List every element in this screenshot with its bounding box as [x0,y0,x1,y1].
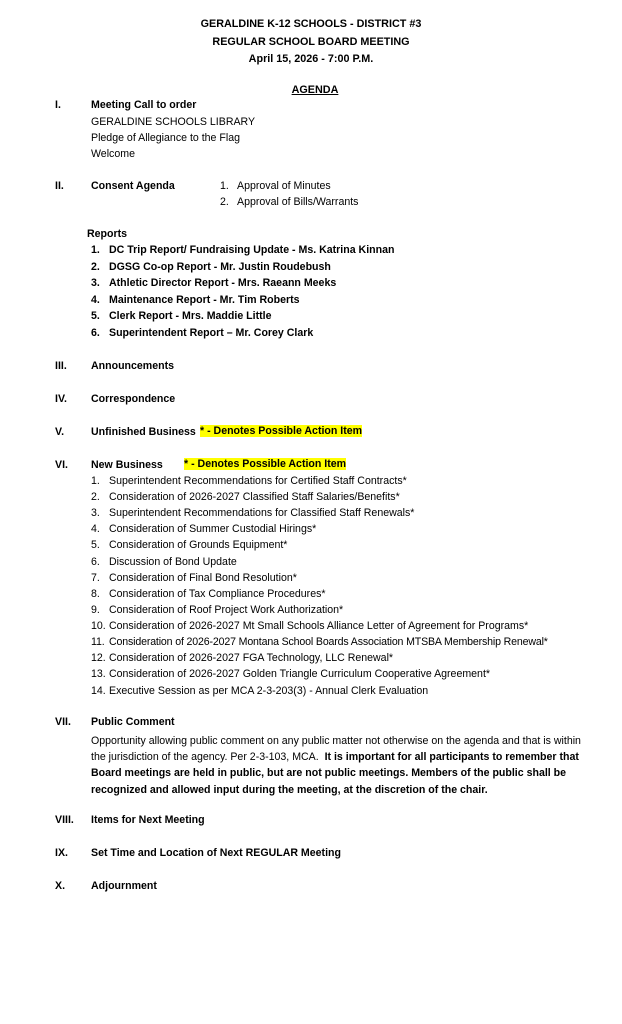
section-title-unfinished-business: Unfinished Business [91,426,196,438]
section-title-items-next-meeting: Items for Next Meeting [91,814,205,826]
list-item: 2. Approval of Bills/Warrants [220,196,359,208]
section-number: III. [55,360,67,372]
district-title: GERALDINE K-12 SCHOOLS - DISTRICT #3 [200,18,422,30]
list-item: 9. Consideration of Roof Project Work Authorization* [91,604,344,616]
report-item: 3. Athletic Director Report - Mrs. Raeann Meeks [91,277,337,289]
section-number: X. [55,880,66,892]
section-title-next-meeting: Set Time and Location of Next REGULAR Meeting [91,847,341,859]
section-number: VII. [55,716,71,728]
section-title-adjournment: Adjournment [91,880,157,892]
pledge-line: Pledge of Allegiance to the Flag [91,132,241,144]
section-title-consent-agenda: Consent Agenda [91,180,175,192]
section-number: II. [55,180,64,192]
report-item: 5. Clerk Report - Mrs. Maddie Little [91,310,272,322]
list-item: 11. Consideration of 2026-2027 Montana School Boards Association MTSBA Membership Renewal* [91,636,548,648]
list-item: 2. Consideration of 2026-2027 Classified Staff Salaries/Benefits* [91,491,400,503]
section-title-public-comment: Public Comment [91,716,175,728]
meeting-title: REGULAR SCHOOL BOARD MEETING [212,36,410,48]
section-number: IV. [55,393,67,405]
list-item: 12. Consideration of 2026-2027 FGA Technology, LLC Renewal* [91,652,394,664]
action-item-note: * - Denotes Possible Action Item [184,458,347,470]
report-item: 2. DGSG Co-op Report - Mr. Justin Roudebush [91,261,331,273]
meeting-location: GERALDINE SCHOOLS LIBRARY [91,116,256,128]
meeting-date: April 15, 2026 - 7:00 P.M. [248,53,374,65]
list-item: 10. Consideration of 2026-2027 Mt Small Schools Alliance Letter of Agreement for Programs* [91,620,529,632]
section-title-correspondence: Correspondence [91,393,176,405]
section-title-call-to-order: Meeting Call to order [91,99,197,111]
list-item: 5. Consideration of Grounds Equipment* [91,539,288,551]
public-comment-text: Opportunity allowing public comment on any public matter not otherwise on the agenda and that is within the jurisdiction of the agency. Per 2-3-103, MCA. It is important for all participants to remember that Board meetings are held in public, but are not public meetings. Members of the public shall be recognized and allowed input during the meeting, at the discretion of the chair. [91,735,581,796]
section-number: VIII. [55,814,74,826]
report-item: 1. DC Trip Report/ Fundraising Update - Ms. Katrina Kinnan [91,244,395,256]
reports-heading: Reports [87,228,128,240]
agenda-heading: AGENDA [291,84,339,96]
list-item: 6. Discussion of Bond Update [91,556,237,568]
section-number: VI. [55,459,68,471]
list-item: 3. Superintendent Recommendations for Classified Staff Renewals* [91,507,415,519]
list-item: 7. Consideration of Final Bond Resolution* [91,572,297,584]
action-item-note: * - Denotes Possible Action Item [200,425,363,437]
list-item: 4. Consideration of Summer Custodial Hirings* [91,523,317,535]
report-item: 4. Maintenance Report - Mr. Tim Roberts [91,294,300,306]
section-number: V. [55,426,65,438]
section-title-announcements: Announcements [91,360,174,372]
list-item: 8. Consideration of Tax Compliance Procedures* [91,588,326,600]
section-number: IX. [55,847,68,859]
list-item: 1. Approval of Minutes [220,180,331,192]
list-item: 13. Consideration of 2026-2027 Golden Triangle Curriculum Cooperative Agreement* [91,668,491,680]
report-item: 6. Superintendent Report – Mr. Corey Clark [91,327,314,339]
welcome-line: Welcome [91,148,135,160]
list-item: 1. Superintendent Recommendations for Certified Staff Contracts* [91,475,407,487]
section-title-new-business: New Business [91,459,163,471]
list-item: 14. Executive Session as per MCA 2-3-203(3) - Annual Clerk Evaluation [91,685,429,697]
section-number: I. [55,99,61,111]
